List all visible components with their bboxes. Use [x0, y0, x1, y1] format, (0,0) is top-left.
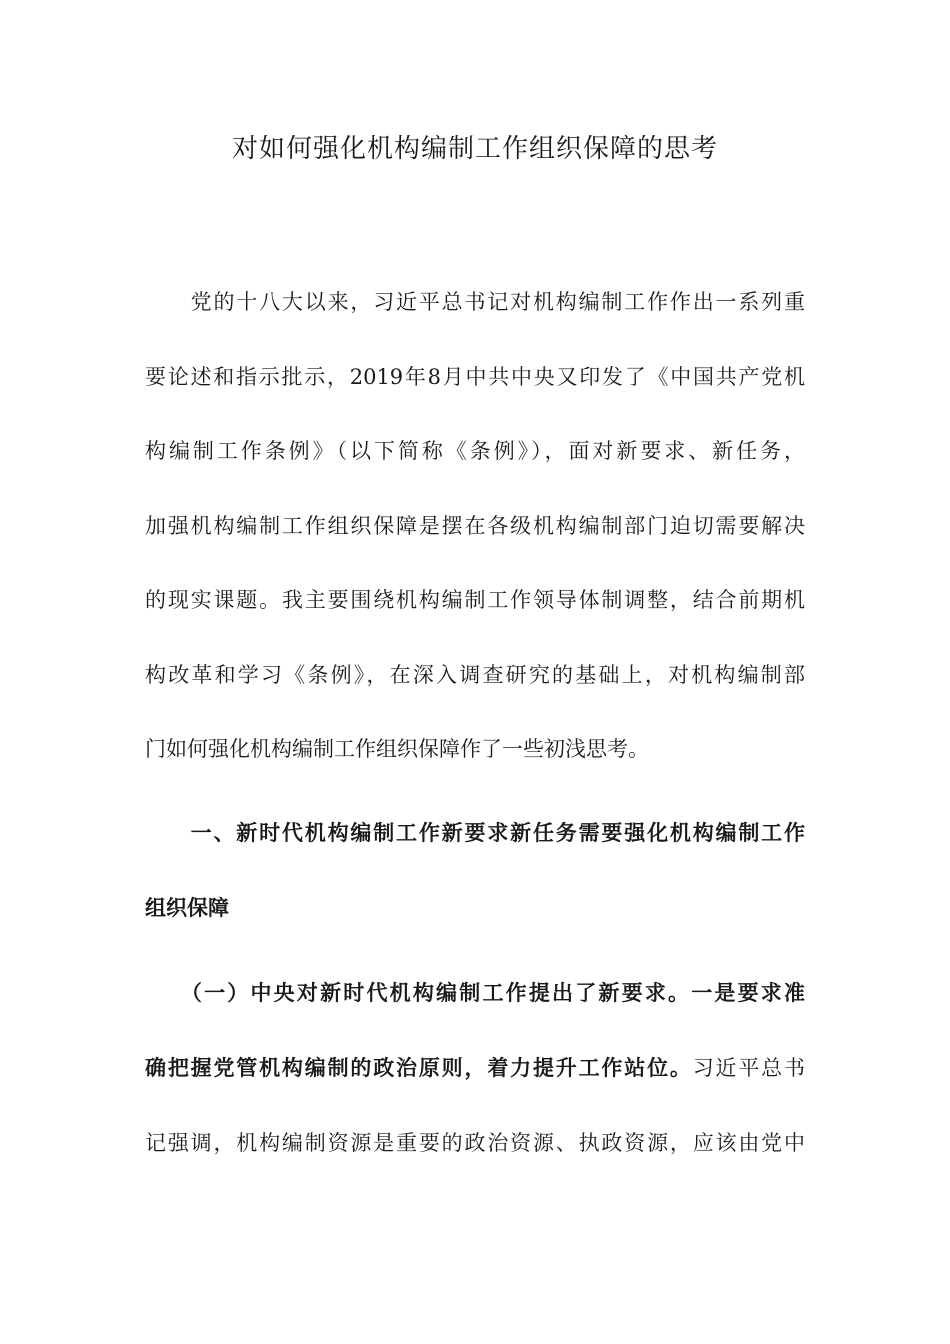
paragraph-line: 门如何强化机构编制工作组织保障作了一些初浅思考。 [145, 737, 649, 761]
subsection-bold-text: 确把握党管机构编制的政治原则，着力提升工作站位。 [145, 1056, 693, 1080]
paragraph-line: 记强调，机构编制资源是重要的政治资源、执政资源，应该由党中 [145, 1131, 805, 1155]
paragraph-line: 加强机构编制工作组织保障是摆在各级机构编制部门迫切需要解决 [145, 514, 805, 538]
document-title: 对如何强化机构编制工作组织保障的思考 [231, 134, 718, 164]
subsection-line [145, 1053, 805, 1083]
paragraph-line: 构编制工作条例》（以下简称《条例》），面对新要求、新任务， [145, 439, 805, 463]
section-heading-cont: 组织保障 [145, 896, 229, 920]
paragraph-line: 党的十八大以来，习近平总书记对机构编制工作作出一系列重 [145, 290, 805, 314]
paragraph-line: 构改革和学习《条例》，在深入调查研究的基础上，对机构编制部 [145, 663, 805, 687]
subsection-text: 习近平总书 [692, 1056, 806, 1080]
subsection-heading: （一）中央对新时代机构编制工作提出了新要求。一是要求准 [145, 981, 805, 1005]
paragraph-line: 的现实课题。我主要围绕机构编制工作领导体制调整，结合前期机 [145, 588, 805, 612]
paragraph-line: 要论述和指示批示，2019年8月中共中央又印发了《中国共产党机 [145, 365, 805, 389]
section-heading: 一、新时代机构编制工作新要求新任务需要强化机构编制工作 [145, 821, 805, 845]
